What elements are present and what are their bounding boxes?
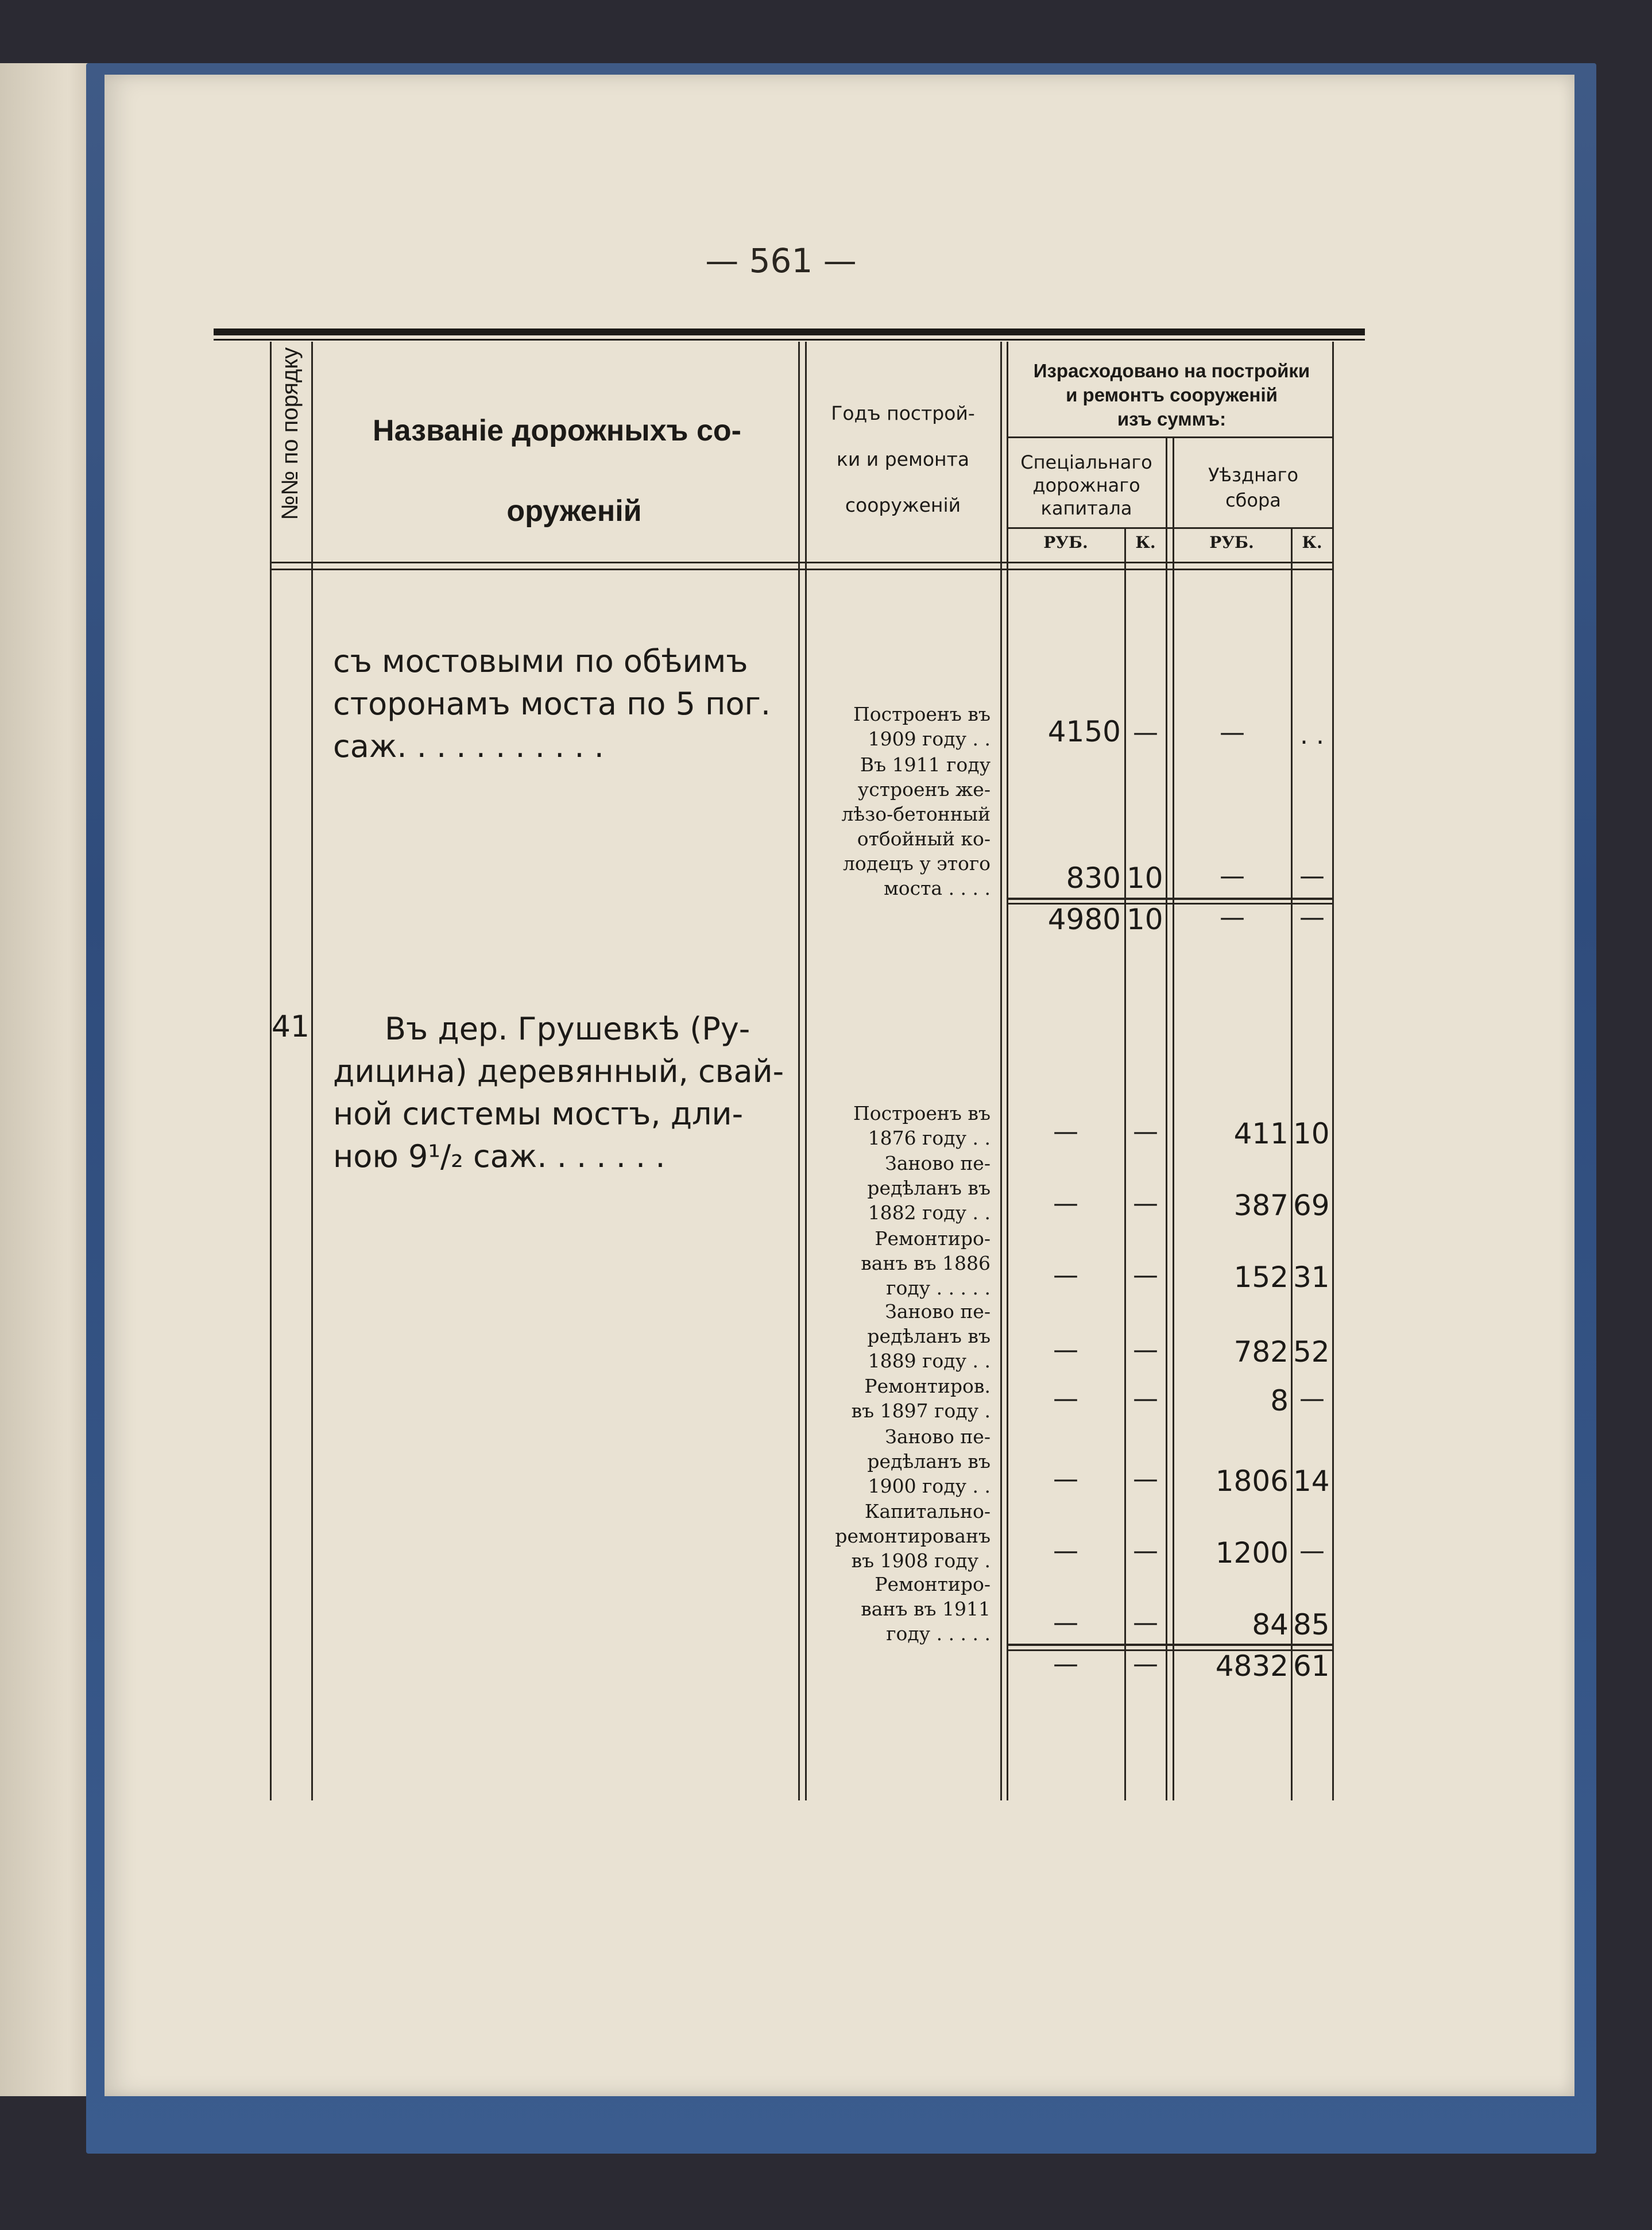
e41-row-4-special-rub: — <box>1053 1335 1078 1365</box>
book-page <box>105 75 1574 2096</box>
cont-row-1-note <box>813 702 991 751</box>
e41-row-2-uezd-rub: 387 <box>1233 1189 1289 1222</box>
col-line-year-right <box>1000 342 1002 1800</box>
header-uezd-line1: Уѣзднаго <box>1208 464 1299 486</box>
e41-row-7-note <box>813 1499 991 1573</box>
note-line: моста . . . . <box>884 877 991 899</box>
e41-row-4-note <box>813 1299 991 1373</box>
table-top-rule <box>214 328 1365 335</box>
header-year-line2: ки и ремонта <box>836 448 970 470</box>
e41-total-special-kop: — <box>1133 1649 1158 1679</box>
e41-row-5-uezd-kop: — <box>1299 1384 1325 1413</box>
header-special-line3: капитала <box>1040 497 1132 519</box>
note-line: отбойный ко- <box>857 828 991 850</box>
e41-row-5-uezd-rub: 8 <box>1270 1384 1289 1417</box>
header-name-line2: оруженій <box>506 494 642 528</box>
note-line: 1900 году . . <box>868 1475 991 1497</box>
e41-row-7-special-kop: — <box>1133 1536 1158 1566</box>
header-line-spent <box>1007 436 1334 438</box>
cont-total-rule <box>1007 898 1334 900</box>
e41-row-2-uezd-kop: 69 <box>1293 1189 1330 1222</box>
header-year-line1: Годъ построй- <box>831 402 975 424</box>
col-line-num-left <box>270 342 272 1800</box>
note-line: Заново пе- <box>885 1300 991 1323</box>
e41-row-6-special-kop: — <box>1133 1464 1158 1494</box>
e41-row-7-uezd-kop: — <box>1299 1536 1325 1566</box>
e41-row-8-note <box>813 1572 991 1646</box>
header-uezd <box>1174 462 1332 513</box>
header-number: №№ по порядку <box>277 347 303 520</box>
e41-total-special-rub: — <box>1053 1649 1078 1679</box>
col-line-name-right-2 <box>805 342 807 1800</box>
e41-row-2-note <box>813 1151 991 1225</box>
cont-row-1-special-kop: — <box>1133 718 1158 747</box>
col-line-year-right-2 <box>1007 342 1008 1800</box>
col-line-special-kop <box>1124 528 1126 1800</box>
col-line-num-right <box>311 342 313 1800</box>
note-line: 1909 году . . <box>868 728 991 750</box>
desc-line: ною 9¹/₂ саж. . . . . . . <box>333 1138 666 1174</box>
e41-row-1-note <box>813 1101 991 1150</box>
note-line: ремонтированъ <box>835 1525 991 1547</box>
e41-row-3-special-rub: — <box>1053 1261 1078 1290</box>
cont-row-2-uezd-rub: — <box>1220 861 1245 891</box>
header-special-rub: РУБ. <box>1043 533 1088 552</box>
cont-total-uezd-rub: — <box>1220 903 1245 932</box>
note-line: въ 1897 году . <box>851 1400 991 1422</box>
note-line: Ремонтиро- <box>875 1227 991 1250</box>
col-line-right <box>1332 342 1334 1800</box>
cont-total-special-kop: 10 <box>1127 903 1163 936</box>
desc-line: Въ дер. Грушевкѣ (Ру- <box>385 1011 750 1047</box>
e41-total-uezd-rub: 4832 <box>1215 1649 1289 1683</box>
header-special-line1: Спеціальнаго <box>1020 451 1152 473</box>
e41-row-6-uezd-kop: 14 <box>1293 1464 1330 1498</box>
cont-row-2-special-rub: 830 <box>1066 861 1121 895</box>
note-line: 1882 году . . <box>868 1201 991 1224</box>
e41-row-8-uezd-rub: 84 <box>1252 1608 1289 1641</box>
e41-row-1-special-kop: — <box>1133 1117 1158 1146</box>
note-line: ванъ въ 1911 <box>861 1598 991 1620</box>
header-spent-line3: изъ суммъ: <box>1117 408 1227 430</box>
note-line: редѣланъ въ <box>867 1177 991 1199</box>
note-line: редѣланъ въ <box>867 1450 991 1473</box>
note-line: редѣланъ въ <box>867 1325 991 1347</box>
note-line: лѣзо-бетонный <box>841 803 991 825</box>
e41-row-8-uezd-kop: 85 <box>1293 1608 1330 1641</box>
desc-line: саж. . . . . . . . . . . <box>333 728 604 764</box>
e41-row-5-special-rub: — <box>1053 1384 1078 1413</box>
cont-row-1-uezd-kop: . . <box>1300 721 1324 750</box>
e41-row-5-note <box>813 1374 991 1423</box>
e41-row-1-special-rub: — <box>1053 1117 1078 1146</box>
header-uezd-kop: К. <box>1302 533 1322 552</box>
e41-row-2-special-rub: — <box>1053 1189 1078 1218</box>
header-year-line3: сооруженій <box>845 494 961 516</box>
e41-row-2-special-kop: — <box>1133 1189 1158 1218</box>
desc-line: дицина) деревянный, свай- <box>333 1053 784 1089</box>
header-special-kop: К. <box>1135 533 1156 552</box>
header-year <box>807 391 999 528</box>
note-line: Построенъ въ <box>853 703 991 725</box>
header-spent-line2: и ремонтъ сооруженій <box>1066 384 1278 405</box>
cont-row-2-note <box>813 752 991 900</box>
note-line: Построенъ въ <box>853 1102 991 1124</box>
note-line: ванъ въ 1886 <box>861 1252 991 1274</box>
header-special-line2: дорожнаго <box>1032 474 1140 496</box>
e41-row-6-special-rub: — <box>1053 1464 1078 1494</box>
col-line-special-right <box>1166 436 1167 1800</box>
note-line: 1876 году . . <box>868 1127 991 1149</box>
cont-total-special-rub: 4980 <box>1047 903 1121 936</box>
header-spent-line1: Израсходовано на постройки <box>1033 360 1310 381</box>
note-line: Капитально- <box>864 1500 991 1522</box>
col-line-name-right <box>798 342 800 1800</box>
e41-row-6-uezd-rub: 1806 <box>1215 1464 1289 1498</box>
e41-row-8-special-rub: — <box>1053 1608 1078 1637</box>
header-bottom-line-2 <box>270 569 1334 570</box>
note-line: 1889 году . . <box>868 1350 991 1372</box>
header-bottom-line <box>270 562 1334 563</box>
note-line: Заново пе- <box>885 1152 991 1174</box>
note-line: Ремонтиро- <box>875 1573 991 1595</box>
desc-line: ной системы мостъ, дли- <box>333 1096 744 1132</box>
header-special <box>1008 451 1164 520</box>
note-line: Въ 1911 году <box>860 753 991 776</box>
e41-row-7-uezd-rub: 1200 <box>1215 1536 1289 1570</box>
note-line: лодецъ у этого <box>842 852 991 875</box>
note-line: году . . . . . <box>886 1277 991 1299</box>
page-number: — 561 — <box>705 241 857 280</box>
e41-row-3-note <box>813 1226 991 1300</box>
note-line: году . . . . . <box>886 1622 991 1645</box>
cont-row-1-special-rub: 4150 <box>1047 715 1121 748</box>
table-top-rule-thin <box>214 339 1365 341</box>
e41-row-8-special-kop: — <box>1133 1608 1158 1637</box>
note-line: устроенъ же- <box>857 778 991 801</box>
col-line-uezd-kop <box>1291 528 1293 1800</box>
cont-entry-description <box>333 640 792 768</box>
header-uezd-line2: сбора <box>1225 489 1281 511</box>
e41-total-rule <box>1007 1644 1334 1646</box>
entry-41-description <box>333 1008 792 1178</box>
desc-line: сторонамъ моста по 5 пог. <box>333 686 771 722</box>
e41-total-uezd-kop: 61 <box>1293 1649 1330 1683</box>
e41-row-5-special-kop: — <box>1133 1384 1158 1413</box>
note-line: въ 1908 году . <box>851 1549 991 1572</box>
cont-row-1-uezd-rub: — <box>1220 718 1245 747</box>
e41-row-4-uezd-kop: 52 <box>1293 1335 1330 1369</box>
e41-row-1-uezd-rub: 411 <box>1233 1117 1289 1150</box>
e41-row-1-uezd-kop: 10 <box>1293 1117 1330 1150</box>
col-line-special-right-2 <box>1173 436 1174 1800</box>
e41-row-3-special-kop: — <box>1133 1261 1158 1290</box>
e41-row-4-uezd-rub: 782 <box>1233 1335 1289 1369</box>
e41-row-4-special-kop: — <box>1133 1335 1158 1365</box>
header-name <box>322 391 792 551</box>
e41-row-7-special-rub: — <box>1053 1536 1078 1566</box>
cont-row-2-special-kop: 10 <box>1127 861 1163 895</box>
e41-row-3-uezd-rub: 152 <box>1233 1261 1289 1294</box>
header-uezd-rub: РУБ. <box>1209 533 1254 552</box>
note-line: Заново пе- <box>885 1425 991 1448</box>
header-name-line1: Названіе дорожныхъ со- <box>373 414 741 447</box>
cont-total-uezd-kop: — <box>1299 903 1325 932</box>
e41-row-6-note <box>813 1424 991 1498</box>
entry-41-number: 41 <box>271 1010 310 1044</box>
header-spent <box>1009 359 1334 431</box>
desc-line: съ мостовыми по обѣимъ <box>333 643 748 679</box>
header-line-units <box>1007 527 1334 529</box>
e41-row-3-uezd-kop: 31 <box>1293 1261 1330 1294</box>
note-line: Ремонтиров. <box>864 1375 991 1397</box>
cont-row-2-uezd-kop: — <box>1299 861 1325 891</box>
